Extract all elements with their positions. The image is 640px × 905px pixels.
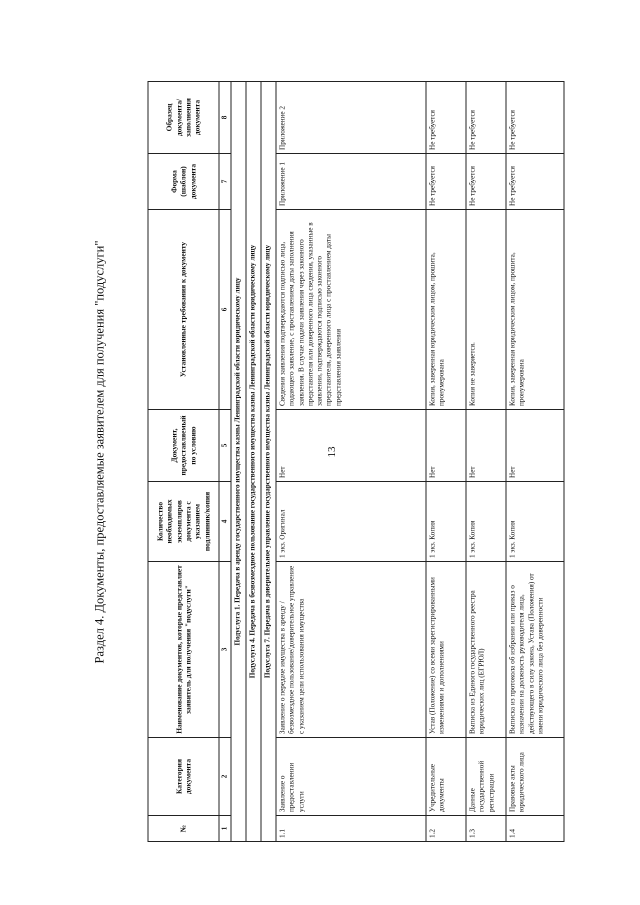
- page-number: 13: [326, 446, 338, 458]
- row-sample: Приложение 2: [276, 82, 426, 154]
- row-document-name: Выписка из протокола об избрании или приказ о назначении на должность руководителя лица, действующего в силу закона, Устава (Положения) от имени юридического лица без доверенности: [506, 562, 564, 738]
- row-conditional: Нет: [506, 410, 564, 482]
- row-copies: 1 экз. Копия: [466, 482, 506, 562]
- rotated-table-container: [148, 82, 573, 842]
- header-cell: Наименование документов, которые представляет заявитель для получения "подуслуги": [148, 562, 219, 738]
- column-number: 8: [219, 82, 231, 154]
- row-category: Правовые акты юридического лица: [506, 738, 564, 816]
- row-sample: Не требуется: [466, 82, 506, 154]
- header-cell: Количество необходимых экземпляров документа с указанием подлинник/копия: [148, 482, 219, 562]
- row-category: Данные государственной регистрации: [466, 738, 506, 816]
- row-number: 1.2: [426, 816, 466, 842]
- row-number: 1.3: [466, 816, 506, 842]
- row-number: 1.4: [506, 816, 564, 842]
- row-requirements: Копия, заверенная юридическим лицом, прошита, пронумерована: [426, 210, 466, 410]
- column-number: 1: [219, 816, 231, 842]
- row-sample: Не требуется: [426, 82, 466, 154]
- row-requirements: Сведения заявления подтверждаются подписью лица, подающего заявление, с проставлением даты заполнения заявления. В случае подачи заявления через законного представителя или доверенного лица сведения, указанные в заявлении, подтверждаются подписью законного представителя, доверенного лица с проставлением даты представления заявления: [276, 210, 426, 410]
- row-document-name: Устав (Положение) со всеми зарегистрированными изменениями и дополнениями: [426, 562, 466, 738]
- row-copies: 1 экз. Копия: [426, 482, 466, 562]
- section-heading: Подуслуга 7. Передача в доверительное управление государственного имущества казны Ленинградской области юридическому лицу: [261, 82, 276, 842]
- column-number: 3: [219, 562, 231, 738]
- header-cell: Образец документа/ заполнения документа: [148, 82, 219, 154]
- column-number: 4: [219, 482, 231, 562]
- section-row: [246, 82, 261, 842]
- row-copies: 1 экз. Копия: [506, 482, 564, 562]
- table-row: [466, 82, 506, 842]
- row-form: Не требуется: [466, 154, 506, 210]
- column-number: 2: [219, 738, 231, 816]
- row-category: Заявление о предоставлении услуги: [276, 738, 426, 816]
- column-number: 6: [219, 210, 231, 410]
- row-conditional: Нет: [466, 410, 506, 482]
- header-cell: Форма (шаблон) документа: [148, 154, 219, 210]
- row-conditional: Нет: [276, 410, 426, 482]
- row-document-name: Заявление о передаче имущества в аренду /безвозмездное пользование/доверительное управление с указанием цели использования имущества: [276, 562, 426, 738]
- row-requirements: Копия не заверяется.: [466, 210, 506, 410]
- documents-table: [148, 81, 565, 842]
- row-conditional: Нет: [426, 410, 466, 482]
- header-cell: Документ, предоставляемый по условию: [148, 410, 219, 482]
- row-form: Приложение 1: [276, 154, 426, 210]
- header-cell: №: [148, 816, 219, 842]
- table-row: [276, 82, 426, 842]
- column-number: 5: [219, 410, 231, 482]
- table-row: [426, 82, 466, 842]
- row-form: Не требуется: [426, 154, 466, 210]
- section-heading: Подуслуга 4. Передача в безвозмездное пользование государственного имущества казны Ленинградской области юридическому лицу: [246, 82, 261, 842]
- row-requirements: Копия, заверенная юридическим лицом, прошита, пронумерована: [506, 210, 564, 410]
- row-sample: Не требуется: [506, 82, 564, 154]
- section-row: [261, 82, 276, 842]
- header-row: [148, 82, 219, 842]
- row-form: Не требуется: [506, 154, 564, 210]
- row-number: 1.1: [276, 816, 426, 842]
- section-row: [231, 82, 246, 842]
- table-row: [506, 82, 564, 842]
- row-category: Учредительные документы: [426, 738, 466, 816]
- section-title: Раздел 4. Документы, предоставляемые заявителем для получения "подуслуги": [92, 240, 107, 664]
- column-number: 7: [219, 154, 231, 210]
- header-cell: Установленные требования к документу: [148, 210, 219, 410]
- row-copies: 1 экз. Оригинал: [276, 482, 426, 562]
- header-cell: Категория документа: [148, 738, 219, 816]
- column-number-row: [219, 82, 231, 842]
- row-document-name: Выписка из Единого государственного реестра юридических лиц (ЕГРЮЛ): [466, 562, 506, 738]
- section-heading: Подуслуга 1. Передача в аренду государственного имущества казны Ленинградской области юридическому лицу: [231, 82, 246, 842]
